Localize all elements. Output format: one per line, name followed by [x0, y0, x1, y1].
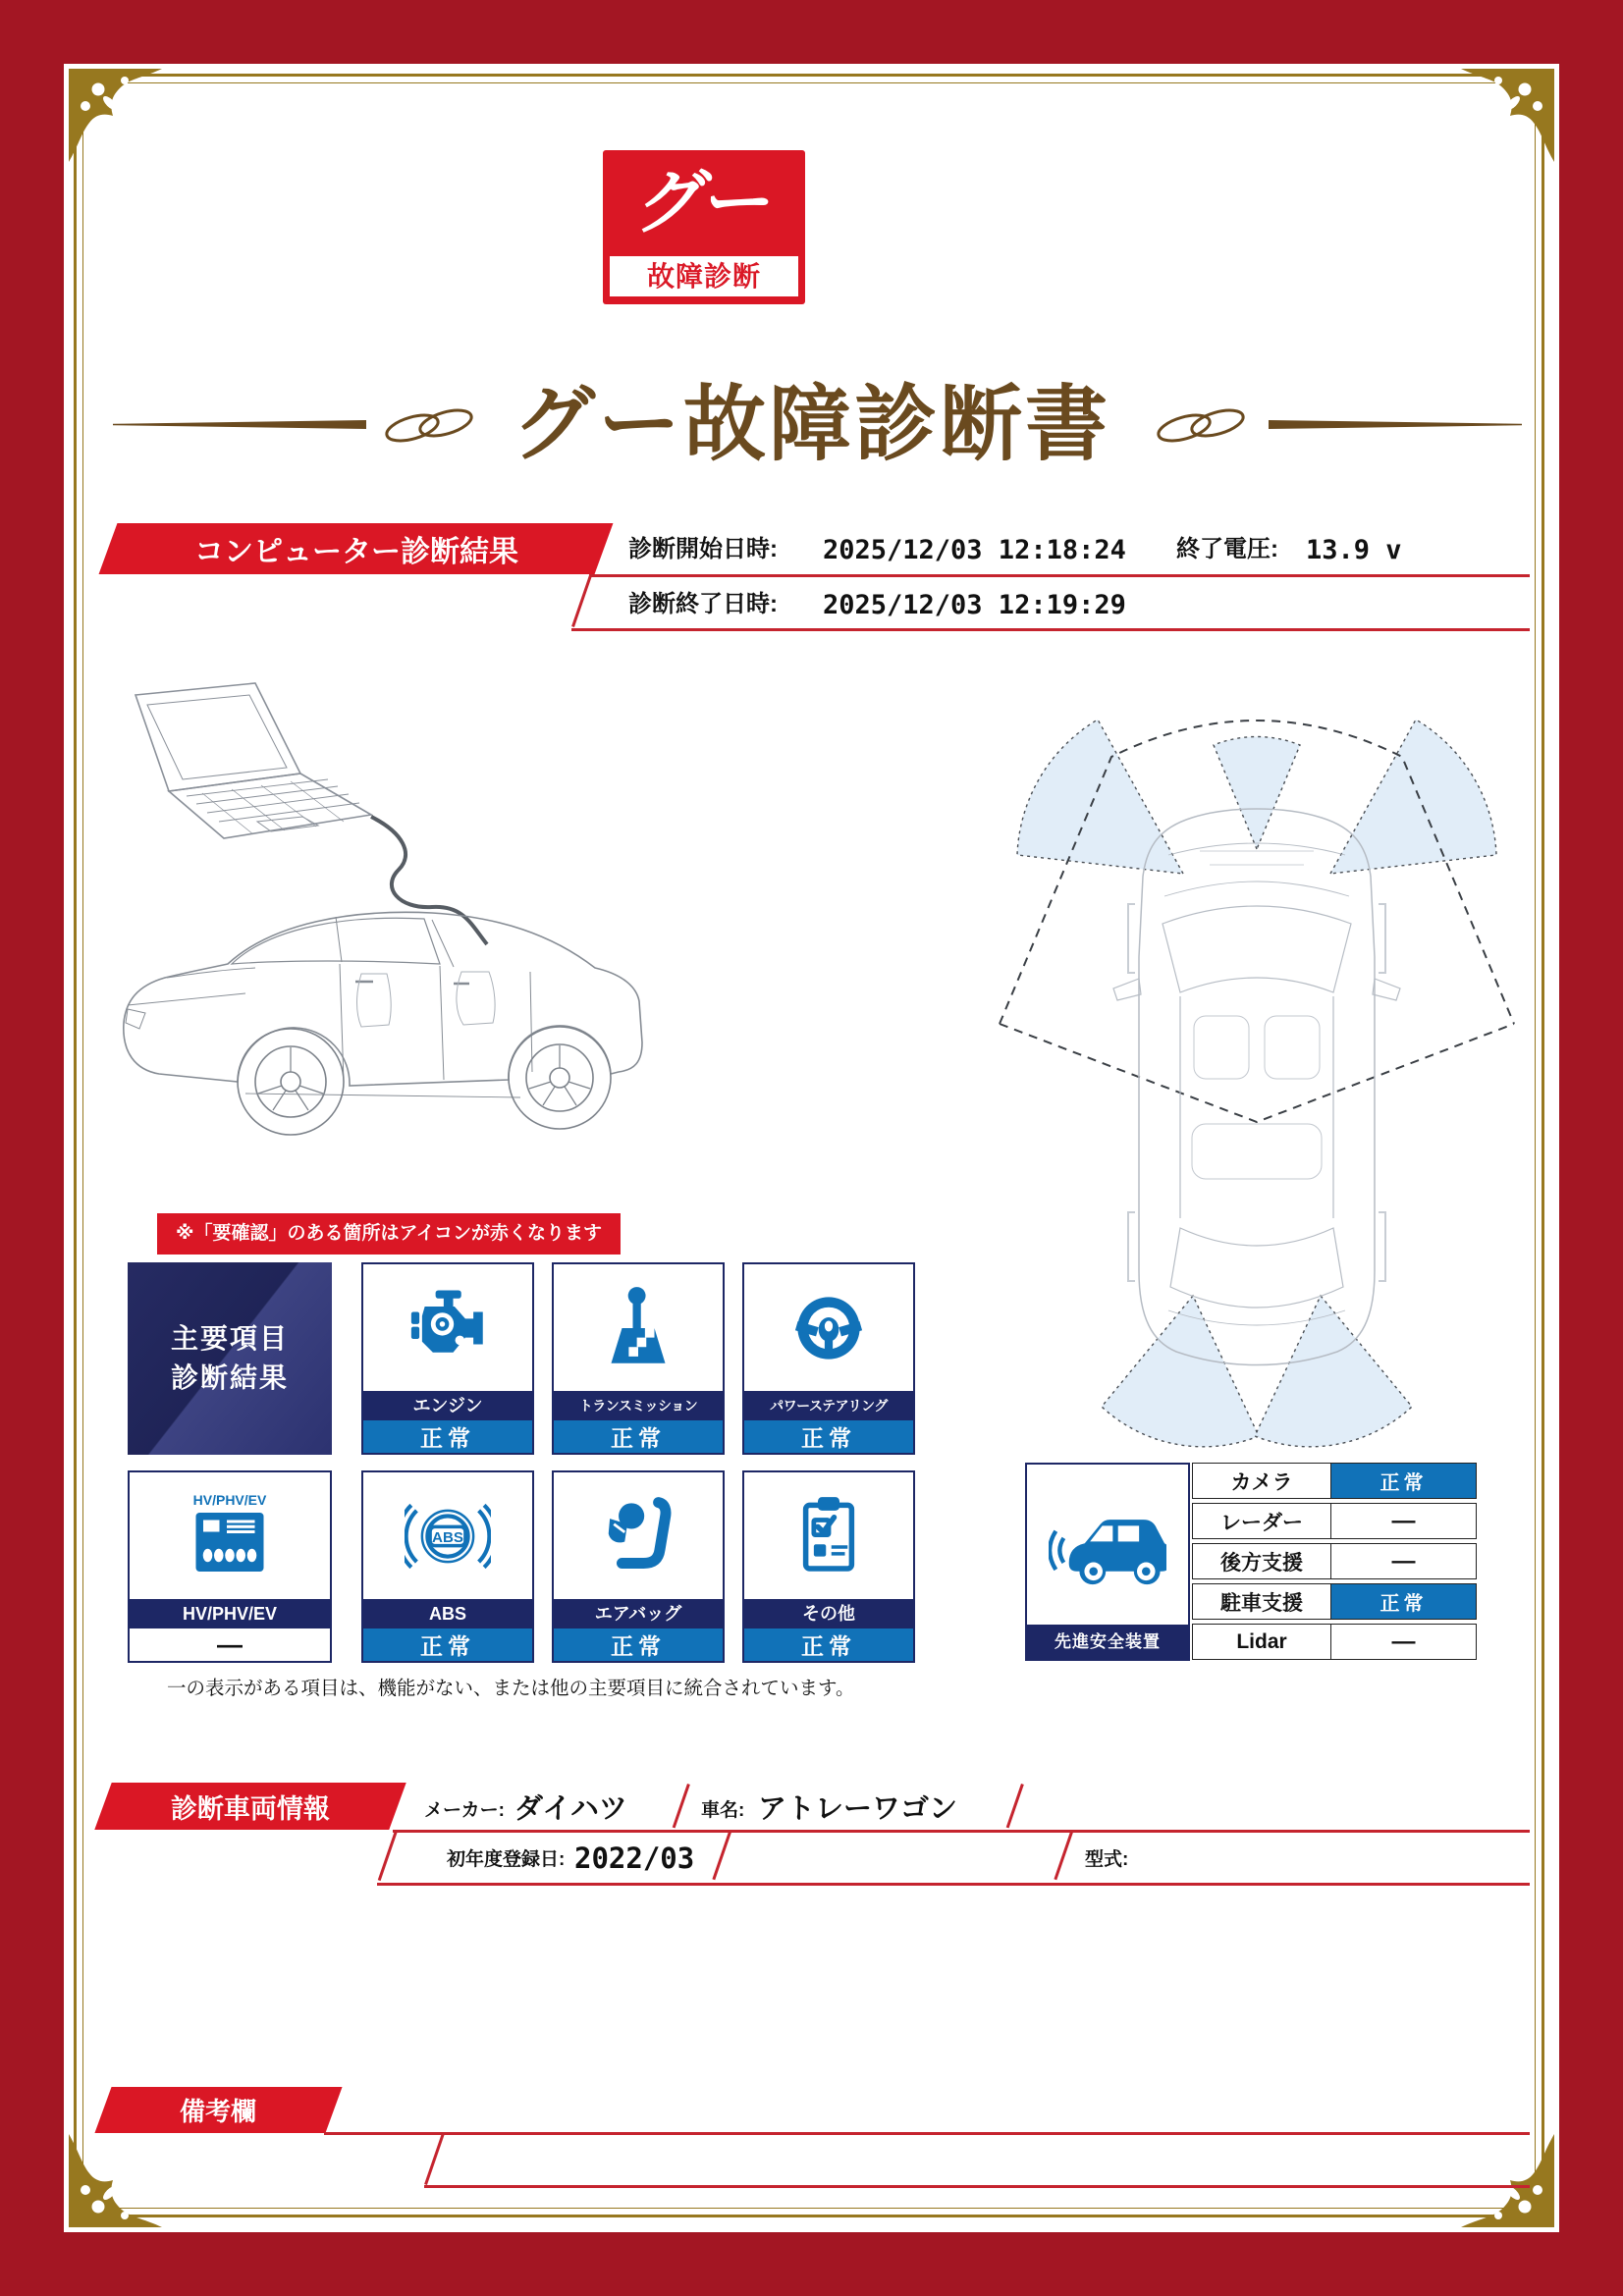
divider-line — [589, 574, 1530, 577]
adas-name: 駐車支援 — [1192, 1583, 1331, 1620]
goo-logo-wordmark: グー — [631, 164, 777, 242]
divider-line — [324, 2132, 1530, 2135]
adas-row-rear-support — [1192, 1543, 1477, 1579]
remarks-banner — [94, 2087, 342, 2133]
vehicle-info-banner — [94, 1783, 406, 1830]
item-label: その他 — [744, 1599, 913, 1629]
svg-text:ABS: ABS — [432, 1528, 463, 1546]
car-name-label: 車名: — [701, 1800, 745, 1821]
adas-label: 先進安全装置 — [1027, 1625, 1188, 1659]
adas-status: 正常 — [1331, 1463, 1477, 1499]
divider-line — [424, 2185, 1530, 2188]
car-name-value: アトレーワゴン — [758, 1793, 958, 1825]
adas-name: 後方支援 — [1192, 1543, 1331, 1579]
grid-footnote: 一の表示がある項目は、機能がない、または他の主要項目に統合されています。 — [167, 1678, 855, 1699]
airbag-icon — [595, 1493, 681, 1579]
item-status: — — [130, 1629, 330, 1661]
divider-line — [377, 1883, 1530, 1886]
page-title: グー故障診断書 — [512, 380, 1110, 471]
adas-cell — [1025, 1463, 1190, 1661]
corner-ornament-icon — [1461, 69, 1554, 162]
diagnosis-cell-hv-phv-ev — [128, 1470, 332, 1663]
item-status: 正常 — [554, 1629, 723, 1661]
checklist-icon — [785, 1493, 872, 1579]
maker-value: ダイハツ — [514, 1793, 627, 1825]
diagnosis-cell-engine — [361, 1262, 534, 1455]
adas-status: — — [1331, 1543, 1477, 1579]
divider-line — [571, 628, 1530, 631]
item-status: 正常 — [363, 1420, 532, 1453]
item-label: ABS — [363, 1599, 532, 1629]
item-status: 正常 — [744, 1420, 913, 1453]
item-label: エンジン — [363, 1391, 532, 1420]
corner-ornament-icon — [69, 2134, 162, 2227]
main-items-header — [128, 1262, 332, 1455]
hv-unit-icon — [183, 1510, 277, 1580]
caution-bar: ※「要確認」のある箇所はアイコンが赤くなります — [157, 1213, 621, 1255]
end-voltage-value: 13.9 v — [1306, 535, 1402, 565]
transmission-icon — [595, 1285, 681, 1371]
diagnosis-end-value: 2025/12/03 12:19:29 — [823, 590, 1126, 620]
sensor-coverage-topview-illustration — [977, 663, 1537, 1458]
adas-status: 正常 — [1331, 1583, 1477, 1620]
end-voltage-label: 終了電圧: — [1176, 536, 1278, 562]
main-items-header-line2: 診断結果 — [170, 1362, 289, 1393]
computer-diagnosis-banner — [99, 523, 614, 574]
item-label: エアバッグ — [554, 1599, 723, 1629]
item-status: 正常 — [363, 1629, 532, 1661]
item-label: パワーステアリング — [744, 1391, 913, 1420]
computer-diagnosis-banner-label: コンピューター診断結果 — [193, 536, 518, 568]
adas-status: — — [1331, 1624, 1477, 1660]
adas-row-lidar — [1192, 1624, 1477, 1660]
diagnosis-cell-other — [742, 1470, 915, 1663]
maker-label: メーカー: — [424, 1800, 505, 1821]
diagnosis-cell-transmission — [552, 1262, 725, 1455]
adas-status: — — [1331, 1503, 1477, 1539]
corner-ornament-icon — [69, 69, 162, 162]
main-items-header-line1: 主要項目 — [170, 1323, 289, 1354]
adas-row-radar — [1192, 1503, 1477, 1539]
engine-icon — [405, 1285, 491, 1371]
diagnosis-cell-airbag — [552, 1470, 725, 1663]
adas-name: カメラ — [1192, 1463, 1331, 1499]
corner-ornament-icon — [1461, 2134, 1554, 2227]
diagnosis-end-label: 診断終了日時: — [628, 591, 778, 617]
first-registration-value: 2022/03 — [574, 1842, 695, 1875]
adas-name: レーダー — [1192, 1503, 1331, 1539]
diagnosis-cell-abs — [361, 1470, 534, 1663]
diagnosis-start-label: 診断開始日時: — [628, 536, 778, 562]
adas-row-parking-support — [1192, 1583, 1477, 1620]
adas-row-camera — [1192, 1463, 1477, 1499]
model-code-label: 型式: — [1085, 1849, 1129, 1870]
logo-subtitle: 故障診断 — [610, 256, 798, 296]
item-status: 正常 — [744, 1629, 913, 1661]
adas-name: Lidar — [1192, 1624, 1331, 1660]
diagnosis-cell-power-steering — [742, 1262, 915, 1455]
item-label: HV/PHV/EV — [130, 1599, 330, 1629]
hv-caption: HV/PHV/EV — [192, 1491, 267, 1508]
abs-icon — [405, 1493, 491, 1579]
goo-logo — [603, 150, 805, 304]
adas-car-icon — [1049, 1496, 1166, 1594]
first-registration-label: 初年度登録日: — [447, 1849, 566, 1870]
title-swirl-right-icon — [1147, 400, 1255, 452]
diagnosis-start-value: 2025/12/03 12:18:24 — [823, 535, 1126, 565]
adas-table — [1192, 1463, 1477, 1664]
divider-line — [393, 1830, 1530, 1833]
steering-wheel-icon — [785, 1285, 872, 1371]
vehicle-info-banner-label: 診断車両情報 — [171, 1793, 330, 1824]
obd-laptop-car-illustration — [108, 677, 658, 1207]
item-label: トランスミッション — [554, 1391, 723, 1420]
remarks-banner-label: 備考欄 — [180, 2097, 257, 2126]
item-status: 正常 — [554, 1420, 723, 1453]
